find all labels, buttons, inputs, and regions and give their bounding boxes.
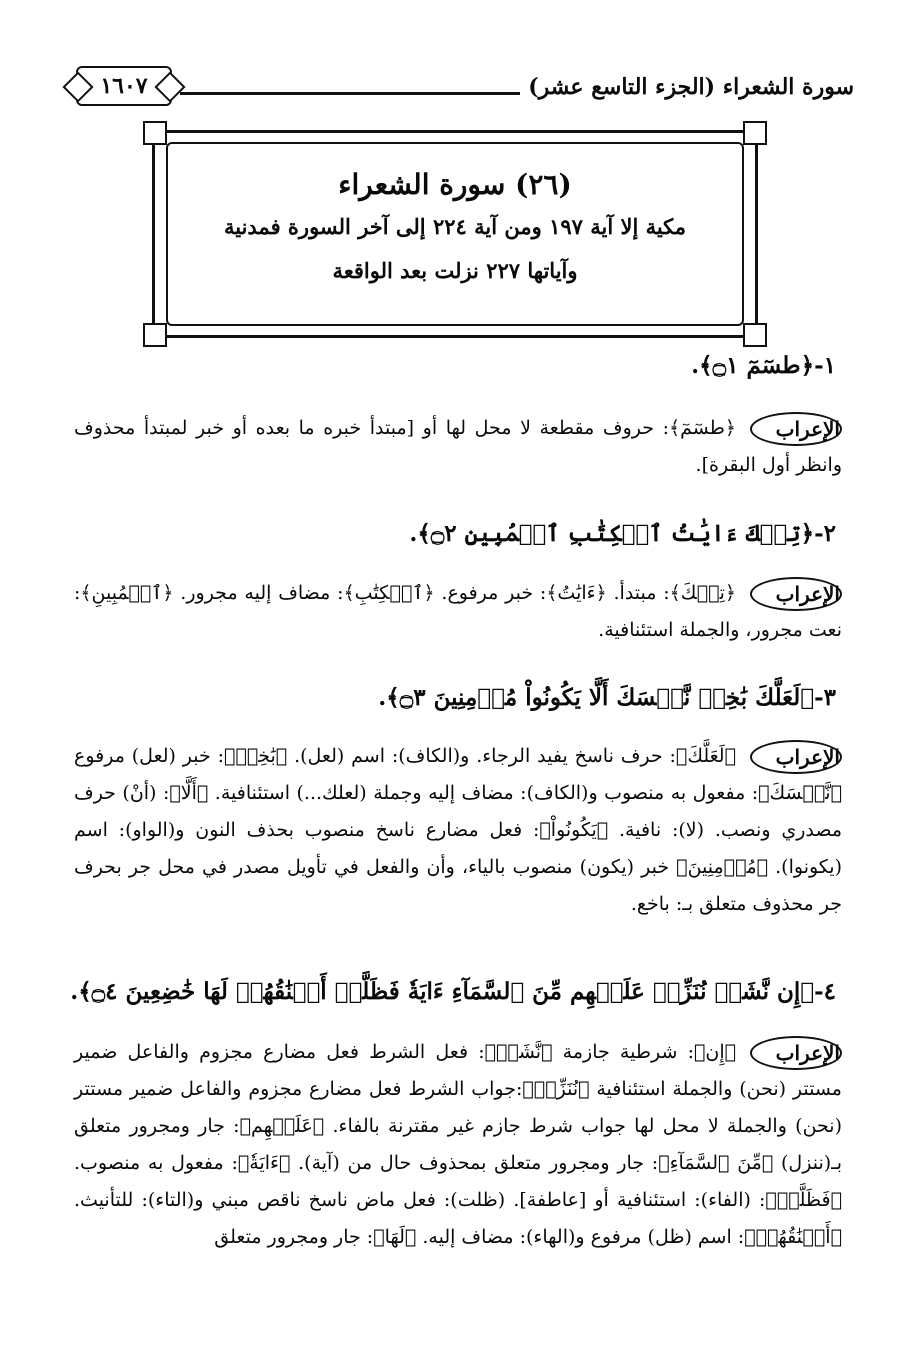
header-rule (180, 92, 520, 95)
running-header-title: سورة الشعراء (الجزء التاسع عشر) (528, 74, 854, 100)
irab-paragraph (74, 410, 842, 484)
irab-paragraph (74, 738, 842, 923)
irab-text: ﴿تِلۡكَ﴾: مبتدأ. ﴿ءَايَٰتُ﴾: خبر مرفوع. ﴿ٱلۡكِتَٰبِ﴾: مضاف إليه مجرور. ﴿ٱلۡمُبِينِ﴾: نعت مجرور، والجملة استئنافية. (74, 582, 842, 641)
irab-paragraph (74, 575, 842, 649)
irab-badge: الإعراب (750, 577, 842, 611)
ayah-text: ٢-﴿تِلۡكَ ءَايَٰتُ ٱلۡكِتَٰبِ ٱلۡمُبِينِ ۝٢﴾. (409, 520, 836, 547)
frame-corner-ornament (743, 121, 767, 145)
frame-corner-ornament (143, 121, 167, 145)
irab-badge: الإعراب (750, 740, 842, 774)
ayah-text: ٤-﴿إِن نَّشَأۡ نُنَزِّلۡ عَلَيۡهِم مِّنَ ٱلسَّمَآءِ ءَايَةٗ فَظَلَّتۡ أَعۡنَٰقُهُمۡ لَهَا خَٰضِعِينَ ۝٤﴾. (70, 978, 836, 1005)
irab-text: ﴿لَعَلَّكَ﴾: حرف ناسخ يفيد الرجاء. و(الكاف): اسم (لعل). ﴿بَٰخِعٞ﴾: خبر (لعل) مرفوع ﴿نَّفۡسَكَ﴾: مفعول به منصوب و(الكاف): مضاف إليه وجملة (لعلك...) استئنافية. ﴿أَلَّا﴾: (أنْ) حرف مصدري ونصب. (لا): نافية. ﴿يَكُونُواْ﴾: فعل مضارع ناسخ منصوب بحذف النون و(الواو): اسم (يكونوا). ﴿مُؤۡمِنِينَ﴾ خبر (يكون) منصوب بالياء، وأن والفعل في تأويل مصدر في محل جر بحرف جر محذوف متعلق بـ: باخع. (74, 745, 842, 915)
irab-text: ﴿إِن﴾: شرطية جازمة ﴿نَّشَأۡ﴾: فعل الشرط فعل مضارع مجزوم والفاعل ضمير مستتر (نحن) والجملة استئنافية ﴿نُنَزِّلۡ﴾:جواب الشرط فعل مضارع مجزوم والفاعل ضمير مستتر (نحن) والجملة لا محل لها جواب شرط جازم غير مقترنة بالفاء. ﴿عَلَيۡهِم﴾: جار ومجرور متعلق بـ(ننزل) ﴿مِّنَ ٱلسَّمَآءِ﴾: جار ومجرور متعلق بمحذوف حال من (آية). ﴿ءَايَةٗ﴾: مفعول به منصوب. ﴿فَظَلَّتۡ﴾: (الفاء): استئنافية أو [عاطفة]. (ظلت): فعل ماض ناسخ ناقص مبني و(التاء): للتأنيث. ﴿أَعۡنَٰقُهُمۡ﴾: اسم (ظل) مرفوع و(الهاء): مضاف إليه. ﴿لَهَا﴾: جار ومجرور متعلق (74, 1041, 842, 1248)
surah-heading: (٢٦) سورة الشعراء (338, 168, 572, 201)
ayah-text: ١-﴿طسٓمٓ ۝١﴾. (691, 352, 836, 379)
frame-corner-ornament (743, 323, 767, 347)
ayah-text: ٣-﴿لَعَلَّكَ بَٰخِعٞ نَّفۡسَكَ أَلَّا يَكُونُواْ مُؤۡمِنِينَ ۝٣﴾. (378, 684, 836, 711)
surah-verse-count: وآياتها ٢٢٧ نزلت بعد الواقعة (332, 258, 578, 283)
page-number-badge (76, 66, 172, 106)
irab-badge: الإعراب (750, 412, 842, 446)
irab-paragraph (74, 1034, 842, 1256)
frame-corner-ornament (143, 323, 167, 347)
surah-revelation-info: مكية إلا آية ١٩٧ ومن آية ٢٢٤ إلى آخر السورة فمدنية (223, 214, 687, 239)
irab-badge: الإعراب (750, 1036, 842, 1070)
irab-text: ﴿طسٓمٓ﴾: حروف مقطعة لا محل لها أو [مبتدأ خبره ما بعده أو خبر لمبتدأ محذوف وانظر أول البقرة]. (74, 417, 842, 476)
page-number: ١٦٠٧ (100, 73, 148, 99)
